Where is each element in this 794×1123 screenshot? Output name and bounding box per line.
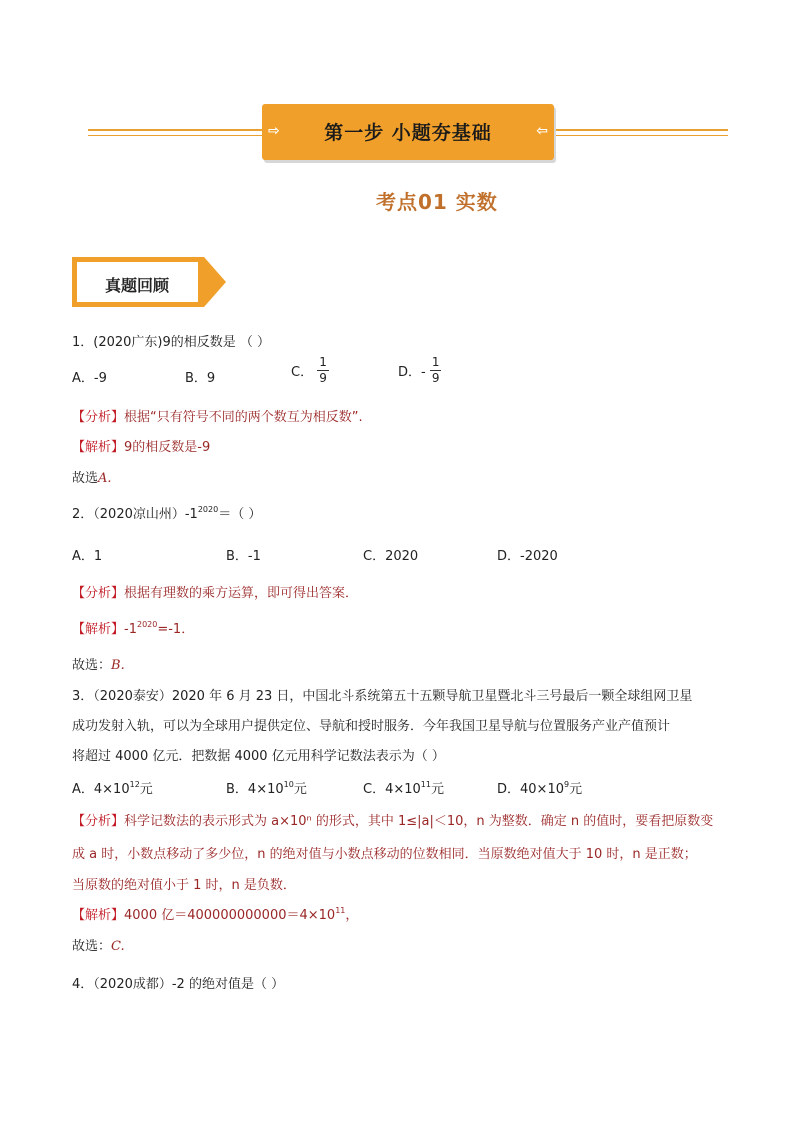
- right-arrow-icon: ⇨: [268, 123, 280, 139]
- answer-prefix: 故选：: [72, 939, 112, 954]
- q2-analysis: [72, 582, 358, 601]
- solution-base: -1: [124, 622, 137, 637]
- q1-analysis: [72, 406, 363, 425]
- q1-option-d-prefix: D．-: [398, 365, 426, 380]
- q3-stem-line-2: 成功发射入轨，可以为全球用户提供定位、导航和授时服务．今年我国卫星导航与位置服务产业产值预计: [72, 719, 671, 734]
- left-arrow-icon: ⇦: [536, 123, 548, 139]
- q3-answer: [72, 935, 125, 954]
- option-base: C．4×10: [363, 782, 421, 797]
- solution-tail: =-1．: [157, 622, 195, 637]
- solution-base: 4000 亿＝400000000000＝4×10: [124, 908, 336, 923]
- q1-option-b: B．9: [185, 371, 216, 386]
- fraction-denominator: 9: [431, 371, 440, 385]
- header-rule-left-top: [88, 129, 262, 131]
- header-rule-right-top: [554, 129, 728, 131]
- q2-solution: [72, 618, 194, 637]
- fraction-numerator: 1: [431, 355, 440, 369]
- solution-text: 9的相反数是-9: [124, 440, 211, 455]
- q1-option-c: [291, 355, 329, 386]
- q2-option-d: D．-2020: [497, 549, 558, 564]
- q1-option-c-prefix: C．: [291, 365, 314, 380]
- q1-stem: 1．(2020广东)9的相反数是 （ ）: [72, 335, 271, 350]
- q3-stem-line-3: 将超过 4000 亿元．把数据 4000 亿元用科学记数法表示为（ ）: [72, 749, 445, 764]
- option-base: B．4×10: [226, 782, 284, 797]
- q2-answer: [72, 654, 125, 673]
- q1-solution: [72, 436, 210, 455]
- analysis-text: 根据“只有符号不同的两个数互为相反数”.: [124, 410, 363, 425]
- analysis-tag: 【分析】: [72, 586, 125, 601]
- q3-option-b: [226, 778, 307, 797]
- solution-tail: ，: [345, 908, 359, 923]
- q4-stem: 4．（2020成都）-2 的绝对值是（ ）: [72, 977, 285, 992]
- q1-option-a: A．-9: [72, 371, 107, 386]
- q1-option-c-fraction: [317, 355, 329, 386]
- step-banner: [262, 104, 554, 160]
- option-exponent: 10: [283, 780, 294, 789]
- answer-choice: C.: [111, 939, 125, 954]
- q2-stem: [72, 503, 261, 522]
- q3-stem-line-1: 3．（2020泰安）2020 年 6 月 23 日，中国北斗系统第五十五颗导航卫星暨北斗三号最后一颗全球组网卫星: [72, 689, 693, 704]
- q2-stem-exponent: 2020: [197, 505, 219, 514]
- answer-choice: A.: [98, 471, 112, 486]
- q1-answer: [72, 467, 112, 486]
- answer-prefix: 故选: [72, 471, 99, 486]
- option-exponent: 12: [129, 780, 140, 789]
- banner-title: 第一步 小题夯基础: [324, 122, 492, 144]
- q2-option-c: C．2020: [363, 549, 419, 564]
- option-exponent: 9: [564, 780, 570, 789]
- analysis-text: 科学记数法的表示形式为 a×10ⁿ 的形式，其中 1≤|a|＜10，n 为整数．确定 n 的值时，要看把原数变: [124, 814, 714, 829]
- solution-tag: 【解析】: [72, 908, 125, 923]
- q3-option-a: [72, 778, 153, 797]
- q2-option-b: B．-1: [226, 549, 261, 564]
- option-unit: 元: [569, 782, 583, 797]
- analysis-tag: 【分析】: [72, 814, 125, 829]
- q2-option-a: A．1: [72, 549, 103, 564]
- q3-option-d: [497, 778, 582, 797]
- q3-analysis-line-1: [72, 810, 713, 829]
- q3-option-c: [363, 778, 444, 797]
- header-rule-left-bottom: [88, 135, 262, 136]
- q2-stem-tail: ＝（ ）: [218, 507, 262, 522]
- q1-option-d-fraction: [430, 355, 442, 386]
- analysis-tag: 【分析】: [72, 410, 125, 425]
- option-unit: 元: [293, 782, 307, 797]
- solution-tag: 【解析】: [72, 440, 125, 455]
- q2-stem-base: 2．（2020凉山州）-1: [72, 507, 198, 522]
- q1-option-d: [398, 355, 441, 386]
- q3-analysis-line-2: 成 a 时，小数点移动了多少位，n 的绝对值与小数点移动的位数相同．当原数绝对值大于 10 时，n 是正数；: [72, 847, 697, 862]
- solution-exponent: 11: [335, 906, 346, 915]
- tag-label: 真题回顾: [104, 276, 169, 295]
- header-rule-right-bottom: [554, 135, 728, 136]
- solution-exponent: 2020: [136, 620, 158, 629]
- fraction-numerator: 1: [319, 355, 327, 369]
- section-title: 考点01 实数: [376, 190, 498, 214]
- option-exponent: 11: [420, 780, 431, 789]
- option-unit: 元: [430, 782, 444, 797]
- fraction-denominator: 9: [319, 371, 327, 385]
- option-base: A．4×10: [72, 782, 130, 797]
- analysis-text: 根据有理数的乘方运算，即可得出答案．: [124, 586, 359, 601]
- option-base: D．40×10: [497, 782, 564, 797]
- answer-choice: B.: [111, 658, 125, 673]
- solution-tag: 【解析】: [72, 622, 125, 637]
- option-unit: 元: [139, 782, 153, 797]
- answer-prefix: 故选：: [72, 658, 112, 673]
- review-tag: [72, 257, 204, 305]
- q3-solution: [72, 904, 358, 923]
- q3-analysis-line-3: 当原数的绝对值小于 1 时，n 是负数．: [72, 878, 296, 893]
